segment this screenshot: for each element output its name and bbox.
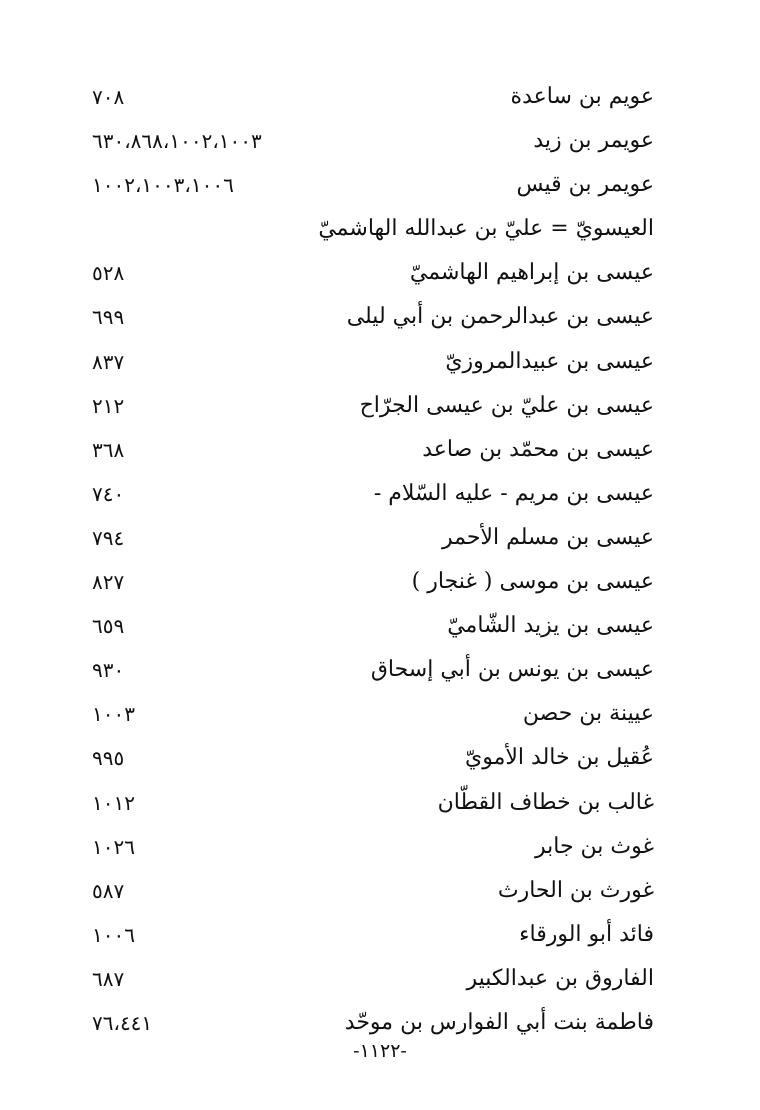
index-entry [0, 254, 760, 298]
entry-page-refs: ٦٣٠،٨٦٨،١٠٠٢،١٠٠٣ [92, 129, 262, 154]
index-entry [0, 960, 760, 1004]
entry-page-refs: ١٠٠٣ [92, 702, 135, 727]
index-entry [0, 78, 760, 122]
index-entry [0, 872, 760, 916]
entry-page-refs: ١٠١٢ [92, 790, 135, 815]
entry-name: عُقيل بن خالد الأمويّ [465, 745, 654, 771]
entry-name: عيسى بن عبيدالمروزيّ [445, 348, 654, 374]
index-entry [0, 651, 760, 695]
index-entry [0, 828, 760, 872]
entry-page-refs: ٦٩٩ [92, 305, 125, 330]
entry-name: غوث بن جابر [534, 833, 654, 859]
index-entry [0, 343, 760, 387]
entry-name: عيسى بن مريم - عليه السّلام - [373, 480, 654, 506]
index-entry [0, 695, 760, 739]
entry-name: غورث بن الحارث [497, 877, 654, 903]
entry-page-refs: ٦٨٧ [92, 966, 125, 991]
entry-name: عيسى بن عبدالرحمن بن أبي ليلى [346, 304, 654, 330]
entry-name: عويمر بن زيد [533, 128, 654, 154]
index-entry [0, 475, 760, 519]
index-list [0, 78, 760, 1048]
entry-page-refs: ٢١٢ [92, 393, 125, 418]
entry-page-refs: ٧٤٠ [92, 481, 125, 506]
entry-name: العيسويّ = عليّ بن عبدالله الهاشميّ [318, 216, 654, 242]
index-entry [0, 519, 760, 563]
index-entry [0, 607, 760, 651]
index-entry [0, 122, 760, 166]
entry-page-refs: ٥٢٨ [92, 261, 125, 286]
index-entry [0, 387, 760, 431]
entry-name: الفاروق بن عبدالكبير [466, 965, 654, 991]
entry-name: عيسى بن عليّ بن عيسى الجرّاح [359, 392, 654, 418]
index-entry [0, 166, 760, 210]
page-number: -١١٢٢- [353, 1040, 407, 1062]
entry-name: عويمر بن قيس [516, 172, 654, 198]
entry-name: عيينة بن حصن [522, 701, 654, 727]
entry-page-refs: ٧٠٨ [92, 85, 125, 109]
entry-name: فائد أبو الورقاء [519, 921, 654, 947]
entry-name: عويم بن ساعدة [510, 84, 654, 109]
entry-page-refs: ٦٥٩ [92, 614, 125, 639]
entry-page-refs: ٥٨٧ [92, 878, 125, 903]
entry-page-refs: ٣٦٨ [92, 437, 125, 462]
index-entry [0, 739, 760, 783]
entry-name: عيسى بن إبراهيم الهاشميّ [409, 260, 654, 286]
entry-page-refs: ٨٣٧ [92, 349, 125, 374]
entry-name: عيسى بن محمّد بن صاعد [422, 436, 654, 462]
entry-page-refs: ٩٩٥ [92, 746, 125, 771]
entry-name: عيسى بن موسى ( غنجار ) [411, 569, 654, 595]
entry-page-refs: ٩٣٠ [92, 658, 125, 683]
entry-name: عيسى بن يونس بن أبي إسحاق [370, 657, 654, 683]
entry-name: عيسى بن يزيد الشّاميّ [447, 613, 654, 639]
entry-name: غالب بن خطاف القطّان [437, 789, 654, 815]
index-entry [0, 298, 760, 342]
entry-name: فاطمة بنت أبي الفوارس بن موحّد [344, 1009, 654, 1035]
index-entry [0, 563, 760, 607]
index-entry [0, 431, 760, 475]
entry-page-refs: ١٠٠٦ [92, 922, 135, 947]
entry-page-refs: ٨٢٧ [92, 570, 125, 595]
entry-page-refs: ١٠٠٢،١٠٠٣،١٠٠٦ [92, 173, 234, 198]
entry-name: عيسى بن مسلم الأحمر [441, 524, 654, 550]
entry-page-refs: ٧٩٤ [92, 525, 125, 550]
index-entry [0, 784, 760, 828]
entry-page-refs: ١٠٢٦ [92, 834, 135, 859]
index-entry [0, 210, 760, 254]
entry-page-refs: ٧٦،٤٤١ [92, 1010, 153, 1035]
index-entry [0, 916, 760, 960]
